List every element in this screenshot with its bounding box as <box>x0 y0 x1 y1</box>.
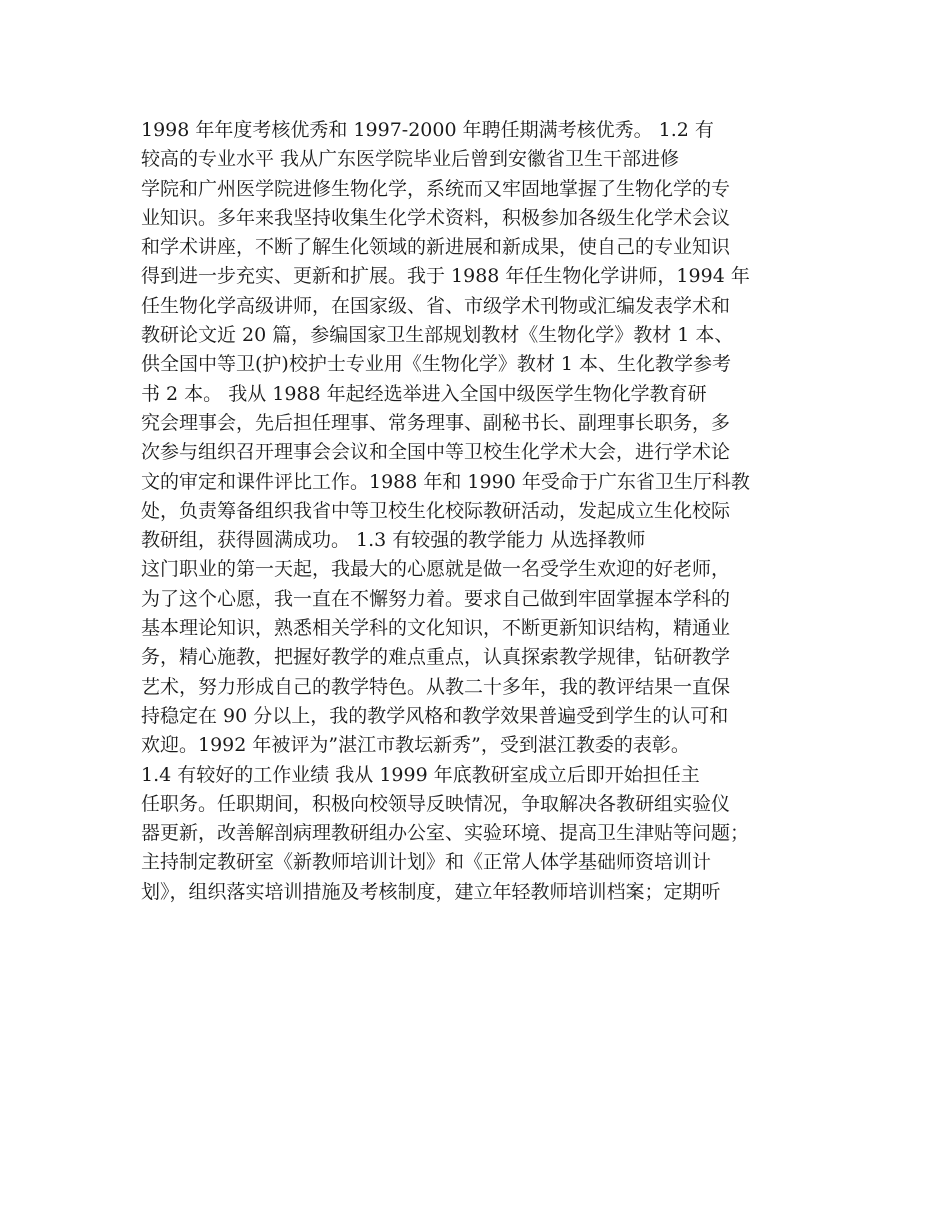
text-line: 业知识。多年来我坚持收集生化学术资料，积极参加各级生化学术会议 <box>141 206 731 229</box>
text-line: 1.4 有较好的工作业绩 我从 1999 年底教研室成立后即开始担任主 <box>141 763 700 786</box>
text-line: 1998 年年度考核优秀和 1997-2000 年聘任期满考核优秀。 1.2 有 <box>141 119 714 141</box>
text-line: 任生物化学高级讲师，在国家级、省、市级学术刊物或汇编发表学术和 <box>141 294 731 317</box>
text-line: 主持制定教研室《新教师培训计划》和《正常人体学基础师资培训计 <box>141 851 712 874</box>
text-line: 这门职业的第一天起，我最大的心愿就是做一名受学生欢迎的好老师， <box>141 558 731 581</box>
text-line: 欢迎。1992 年被评为”湛江市教坛新秀”，受到湛江教委的表彰。 <box>141 734 690 757</box>
text-line: 器更新，改善解剖病理教研组办公室、实验环境、提高卫生津贴等问题； <box>141 822 750 845</box>
text-line: 较高的专业水平 我从广东医学院毕业后曾到安徽省卫生干部进修 <box>141 148 680 171</box>
text-line: 学院和广州医学院进修生物化学，系统而又牢固地掌握了生物化学的专 <box>141 177 731 200</box>
text-line: 划》，组织落实培训措施及考核制度，建立年轻教师培训档案；定期听 <box>141 880 721 903</box>
text-line: 基本理论知识，熟悉相关学科的文化知识，不断更新知识结构，精通业 <box>141 617 731 640</box>
text-line: 教研论文近 20 篇，参编国家卫生部规划教材《生物化学》教材 1 本、 <box>141 324 734 347</box>
text-line: 艺术，努力形成自己的教学特色。从教二十多年，我的教评结果一直保 <box>141 675 731 698</box>
text-line: 文的审定和课件评比工作。1988 年和 1990 年受命于广东省卫生厅科教 <box>141 470 750 493</box>
text-line: 究会理事会，先后担任理事、常务理事、副秘书长、副理事长职务，多 <box>141 411 731 434</box>
text-line: 和学术讲座，不断了解生化领域的新进展和新成果，使自己的专业知识 <box>141 236 731 259</box>
body-paragraph <box>141 116 813 907</box>
text-line: 持稳定在 90 分以上，我的教学风格和教学效果普遍受到学生的认可和 <box>141 704 729 727</box>
text-line: 教研组，获得圆满成功。 1.3 有较强的教学能力 从选择教师 <box>141 529 646 552</box>
text-line: 次参与组织召开理事会会议和全国中等卫校生化学术大会，进行学术论 <box>141 441 731 464</box>
text-line: 得到进一步充实、更新和扩展。我于 1988 年任生物化学讲师，1994 年 <box>141 265 750 288</box>
text-line: 供全国中等卫(护)校护士专业用《生物化学》教材 1 本、生化教学参考 <box>141 353 731 376</box>
text-line: 任职务。任职期间，积极向校领导反映情况，争取解决各教研组实验仪 <box>141 792 731 815</box>
text-line: 为了这个心愿，我一直在不懈努力着。要求自己做到牢固掌握本学科的 <box>141 587 731 610</box>
text-line: 处，负责筹备组织我省中等卫校生化校际教研活动，发起成立生化校际 <box>141 499 731 522</box>
text-line: 务，精心施教，把握好教学的难点重点，认真探索教学规律，钻研教学 <box>141 646 731 669</box>
text-line: 书 2 本。 我从 1988 年起经选举进入全国中级医学生物化学教育研 <box>141 382 707 405</box>
